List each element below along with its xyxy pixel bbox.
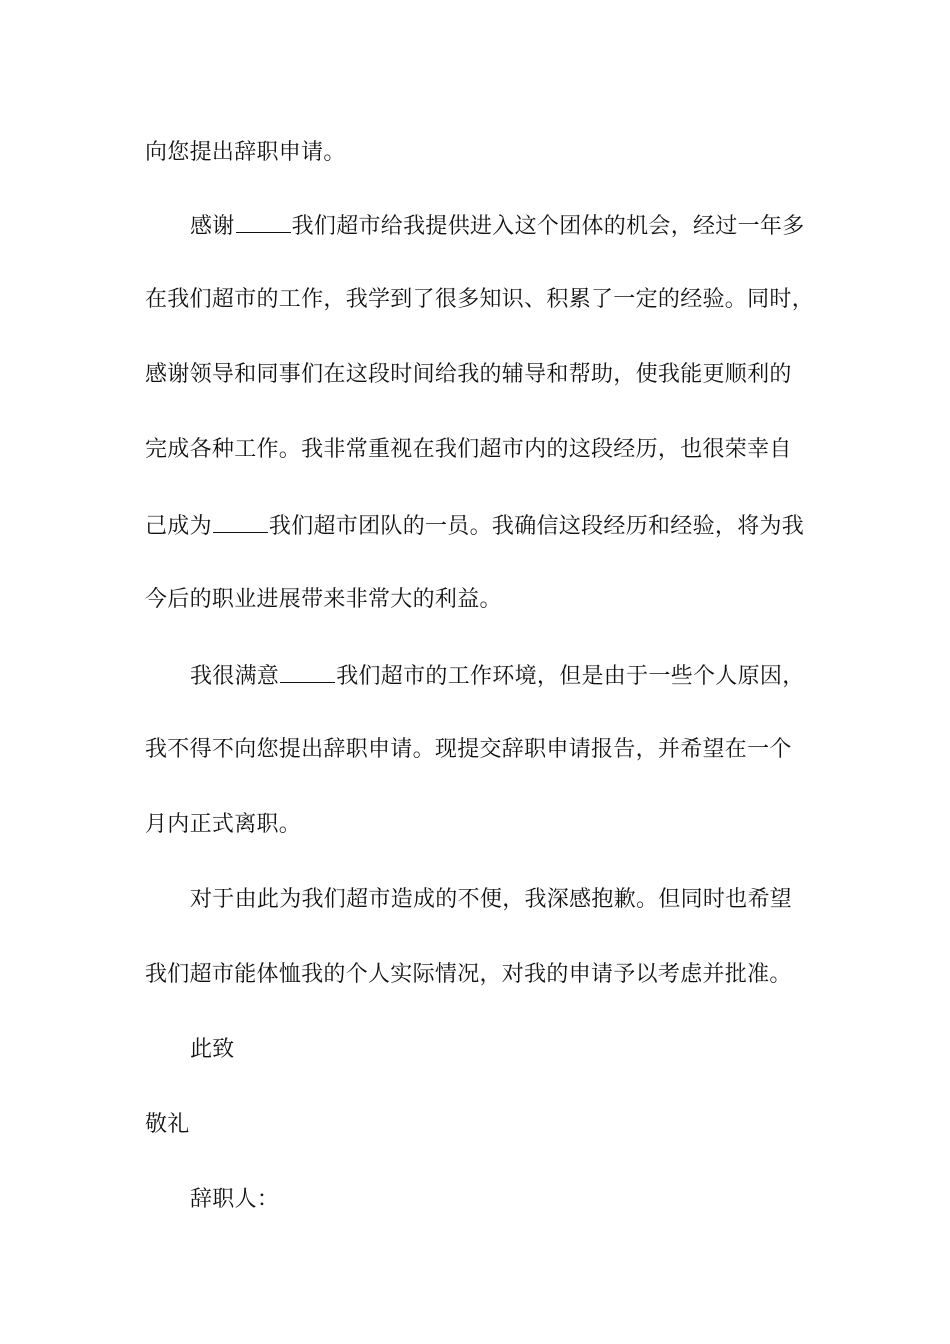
fill-in-blank — [280, 660, 335, 683]
text-segment: 我很满意 — [190, 664, 280, 689]
text-segment: 我们超市给我提供进入这个团体的机会，经过一年多 — [291, 214, 805, 239]
paragraph-1-line-4: 完成各种工作。我非常重视在我们超市内的这段经历，也很荣幸自 — [145, 437, 792, 462]
closing-zhizhi: 此致 — [190, 1037, 235, 1062]
paragraph-3-line-2: 我们超市能体恤我的个人实际情况，对我的申请予以考虑并批准。 — [145, 962, 792, 987]
paragraph-1-line-6: 今后的职业进展带来非常大的利益。 — [145, 587, 502, 612]
paragraph-2-line-3: 月内正式离职。 — [145, 812, 302, 837]
text-segment: 感谢 — [190, 214, 235, 239]
paragraph-1-line-5 — [145, 510, 804, 542]
fill-in-blank — [213, 510, 268, 533]
paragraph-2-line-1 — [190, 660, 805, 692]
paragraph-1-line-1 — [190, 210, 805, 242]
paragraph-3-line-1: 对于由此为我们超市造成的不便，我深感抱歉。但同时也希望 — [190, 887, 793, 912]
paragraph-0-line-1: 向您提出辞职申请。 — [145, 140, 346, 165]
paragraph-1-line-2: 在我们超市的工作，我学到了很多知识、积累了一定的经验。同时， — [145, 287, 815, 312]
text-segment: 我们超市团队的一员。我确信这段经历和经验，将为我 — [268, 514, 805, 539]
text-segment: 我们超市的工作环境，但是由于一些个人原因， — [336, 664, 805, 689]
signer-label: 辞职人： — [190, 1187, 280, 1212]
paragraph-1-line-3: 感谢领导和同事们在这段时间给我的辅导和帮助，使我能更顺利的 — [145, 362, 792, 387]
fill-in-blank — [236, 210, 291, 233]
text-segment: 己成为 — [145, 514, 212, 539]
closing-jingli: 敬礼 — [145, 1112, 190, 1137]
paragraph-2-line-2: 我不得不向您提出辞职申请。现提交辞职申请报告，并希望在一个 — [145, 737, 792, 762]
